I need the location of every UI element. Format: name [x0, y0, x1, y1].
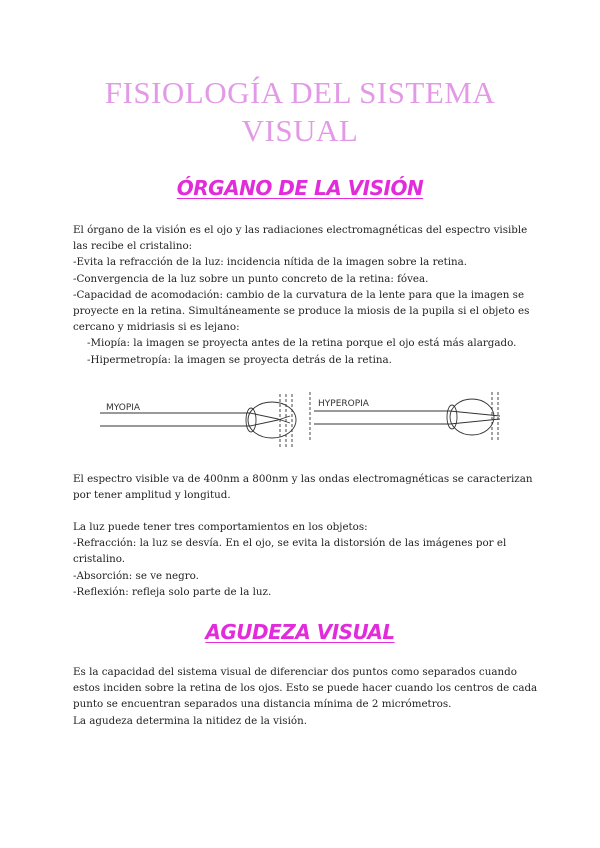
section-heading-organo-text: ÓRGANO DE LA VISIÓN	[176, 176, 424, 200]
paragraph-agudeza	[73, 664, 538, 729]
text-line: -Absorción: se ve negro.	[73, 569, 199, 582]
paragraph-organo	[73, 222, 533, 368]
text-line: -Convergencia de la luz sobre un punto concreto de la retina: fóvea.	[73, 272, 429, 285]
text-line: estos inciden sobre la retina de los ojos. Esto se puede hacer cuando los centros de cada	[73, 682, 538, 695]
text-line: -Reflexión: refleja solo parte de la luz.	[73, 585, 272, 598]
text-line: cercano y midriasis si es lejano:	[73, 321, 240, 334]
section-heading-agudeza-text: AGUDEZA VISUAL	[205, 620, 395, 644]
page-title-line-1: FISIOLOGÍA DEL SISTEMA	[104, 75, 496, 110]
text-line: -Capacidad de acomodación: cambio de la curvatura de la lente para que la imagen se	[73, 288, 525, 301]
text-line: La luz puede tener tres comportamientos en los objetos:	[73, 521, 368, 533]
section-heading-organo	[0, 176, 600, 200]
myopia-label: MYOPIA	[106, 403, 141, 413]
text-line: las recibe el cristalino:	[73, 240, 193, 253]
paragraph-light	[73, 519, 533, 600]
text-line: La agudeza determina la nitidez de la visión.	[73, 714, 307, 727]
text-line: -Refracción: la luz se desvía. En el ojo, se evita la distorsión de las imágenes por el	[73, 537, 507, 550]
text-line: por tener amplitud y longitud.	[73, 489, 231, 502]
myopia-eye-diagram	[100, 394, 296, 448]
section-heading-agudeza	[0, 620, 600, 644]
hyperopia-label: HYPEROPIA	[318, 399, 369, 409]
text-line-hyperopia: -Hipermetropía: la imagen se proyecta detrás de la retina.	[87, 353, 392, 366]
text-line: Es la capacidad del sistema visual de diferenciar dos puntos como separados cuando	[73, 666, 517, 678]
hyperopia-eye-diagram	[310, 392, 500, 442]
myopia-hyperopia-diagram	[100, 386, 520, 452]
text-line: punto se encuentran separados una distancia mínima de 2 micrómetros.	[73, 698, 452, 711]
text-line: proyecte en la retina. Simultáneamente se produce la miosis de la pupila si el objeto es	[73, 305, 530, 318]
page-title	[0, 74, 600, 150]
text-line: El espectro visible va de 400nm a 800nm y las ondas electromagnéticas se caracterizan	[73, 473, 533, 485]
paragraph-spectrum	[73, 471, 533, 503]
text-line: -Evita la refracción de la luz: incidencia nítida de la imagen sobre la retina.	[73, 256, 468, 269]
text-line-myopia: -Miopía: la imagen se proyecta antes de la retina porque el ojo está más alargado.	[87, 337, 517, 350]
text-line: cristalino.	[73, 553, 126, 566]
text-line: El órgano de la visión es el ojo y las radiaciones electromagnéticas del espectro visible	[73, 224, 528, 236]
page-title-line-2: VISUAL	[241, 113, 359, 148]
